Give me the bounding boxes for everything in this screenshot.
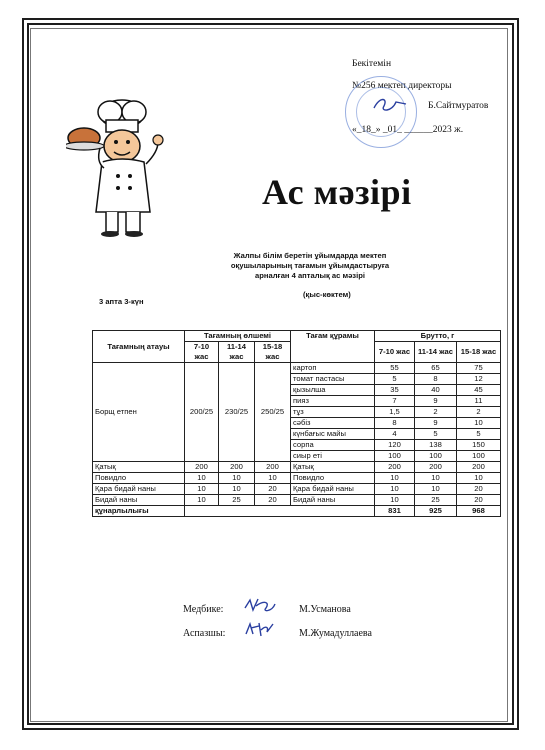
side-comp-cell: Бидай наны bbox=[291, 495, 375, 506]
ingredient-name-cell: картоп bbox=[291, 363, 375, 374]
header-composition: Тағам құрамы bbox=[291, 331, 375, 363]
ingredient-name-cell: күнбағыс майы bbox=[291, 429, 375, 440]
side-portion-cell: 200 bbox=[219, 462, 255, 473]
cook-signature bbox=[243, 620, 277, 640]
ingredient-value-cell: 5 bbox=[457, 429, 501, 440]
header-brutto-age-15-18: 15-18 жас bbox=[457, 342, 501, 363]
side-portion-cell: 10 bbox=[185, 473, 219, 484]
dish-portion-cell-15-18: 250/25 bbox=[255, 363, 291, 462]
ingredient-value-cell: 45 bbox=[457, 385, 501, 396]
ingredient-value-cell: 7 bbox=[375, 396, 415, 407]
table-row bbox=[93, 363, 501, 374]
footer-label-cell: құнарлылығы bbox=[93, 506, 185, 517]
director-signature bbox=[370, 94, 410, 116]
ingredient-value-cell: 2 bbox=[415, 407, 457, 418]
ingredient-value-cell: 100 bbox=[457, 451, 501, 462]
menu-table-body bbox=[93, 331, 501, 517]
ingredient-name-cell: тұз bbox=[291, 407, 375, 418]
dish-portion-cell-11-14: 230/25 bbox=[219, 363, 255, 462]
season-label: (қыс-көктем) bbox=[303, 290, 351, 299]
footer-total-cell: 831 bbox=[375, 506, 415, 517]
side-name-cell: Бидай наны bbox=[93, 495, 185, 506]
side-portion-cell: 200 bbox=[185, 462, 219, 473]
header-portion: Тағамның өлшемі bbox=[185, 331, 291, 342]
header-brutto-age-11-14: 11-14 жас bbox=[415, 342, 457, 363]
ingredient-value-cell: 100 bbox=[415, 451, 457, 462]
side-comp-cell: Қатық bbox=[291, 462, 375, 473]
ingredient-value-cell: 8 bbox=[415, 374, 457, 385]
ingredient-value-cell: 8 bbox=[375, 418, 415, 429]
dish-portion-cell-7-10: 200/25 bbox=[185, 363, 219, 462]
ingredient-value-cell: 12 bbox=[457, 374, 501, 385]
nurse-name: М.Усманова bbox=[299, 604, 351, 615]
subtitle bbox=[150, 251, 470, 281]
footer-empty-cell bbox=[185, 506, 375, 517]
table-header-row bbox=[93, 331, 501, 342]
ingredient-value-cell: 40 bbox=[415, 385, 457, 396]
ingredient-value-cell: 11 bbox=[457, 396, 501, 407]
ingredient-value-cell: 9 bbox=[415, 396, 457, 407]
ingredient-value-cell: 138 bbox=[415, 440, 457, 451]
side-portion-cell: 10 bbox=[219, 473, 255, 484]
side-portion-cell: 200 bbox=[255, 462, 291, 473]
ingredient-value-cell: 120 bbox=[375, 440, 415, 451]
ingredient-value-cell: 100 bbox=[375, 451, 415, 462]
cook-role: Аспазшы: bbox=[183, 628, 226, 639]
ingredient-name-cell: томат пастасы bbox=[291, 374, 375, 385]
ingredient-value-cell: 2 bbox=[457, 407, 501, 418]
subtitle-line-3: арналған 4 апталық ас мәзірі bbox=[255, 271, 365, 280]
table-footer-row bbox=[93, 506, 501, 517]
ingredient-value-cell: 150 bbox=[457, 440, 501, 451]
table-row bbox=[93, 473, 501, 484]
side-portion-cell: 20 bbox=[255, 495, 291, 506]
dish-name-cell: Борщ етпен bbox=[93, 363, 185, 462]
approval-director-name: Б.Сайтмуратов bbox=[428, 101, 489, 111]
table-row bbox=[93, 484, 501, 495]
nurse-role: Медбике: bbox=[183, 604, 224, 615]
week-day-label: 3 апта 3-күн bbox=[99, 297, 144, 306]
side-value-cell: 10 bbox=[415, 473, 457, 484]
ingredient-value-cell: 4 bbox=[375, 429, 415, 440]
side-portion-cell: 10 bbox=[185, 495, 219, 506]
chef-illustration bbox=[66, 92, 176, 240]
side-value-cell: 10 bbox=[457, 473, 501, 484]
header-brutto-age-7-10: 7-10 жас bbox=[375, 342, 415, 363]
header-age-7-10: 7-10 жас bbox=[185, 342, 219, 363]
header-age-15-18: 15-18 жас bbox=[255, 342, 291, 363]
approval-line-2: №256 мектеп директоры bbox=[352, 81, 452, 91]
side-value-cell: 10 bbox=[415, 484, 457, 495]
side-comp-cell: Повидло bbox=[291, 473, 375, 484]
side-value-cell: 200 bbox=[415, 462, 457, 473]
side-portion-cell: 10 bbox=[255, 473, 291, 484]
ingredient-name-cell: сиыр еті bbox=[291, 451, 375, 462]
cook-name: М.Жумадуллаева bbox=[299, 628, 372, 639]
subtitle-line-1: Жалпы білім беретін ұйымдарда мектеп bbox=[233, 251, 387, 260]
side-portion-cell: 25 bbox=[219, 495, 255, 506]
subtitle-line-2: оқушыларының тағамын ұйымдастыруға bbox=[230, 261, 390, 270]
side-portion-cell: 10 bbox=[185, 484, 219, 495]
footer-total-cell: 925 bbox=[415, 506, 457, 517]
side-value-cell: 25 bbox=[415, 495, 457, 506]
ingredient-name-cell: қызылша bbox=[291, 385, 375, 396]
menu-table bbox=[92, 330, 501, 517]
nurse-signature bbox=[242, 596, 278, 616]
table-row bbox=[93, 462, 501, 473]
ingredient-value-cell: 9 bbox=[415, 418, 457, 429]
page-title: Ас мәзірі bbox=[262, 172, 412, 212]
side-value-cell: 200 bbox=[457, 462, 501, 473]
side-name-cell: Қатық bbox=[93, 462, 185, 473]
header-brutto: Брутто, г bbox=[375, 331, 501, 342]
footer-total-cell: 968 bbox=[457, 506, 501, 517]
approval-line-1: Бекітемін bbox=[352, 59, 392, 69]
side-value-cell: 20 bbox=[457, 484, 501, 495]
side-name-cell: Повидло bbox=[93, 473, 185, 484]
ingredient-value-cell: 55 bbox=[375, 363, 415, 374]
side-comp-cell: Қара бидай наны bbox=[291, 484, 375, 495]
ingredient-value-cell: 1,5 bbox=[375, 407, 415, 418]
ingredient-value-cell: 10 bbox=[457, 418, 501, 429]
side-name-cell: Қара бидай наны bbox=[93, 484, 185, 495]
side-value-cell: 10 bbox=[375, 495, 415, 506]
ingredient-value-cell: 5 bbox=[375, 374, 415, 385]
header-dish-name: Тағамның атауы bbox=[93, 331, 185, 363]
ingredient-name-cell: сорпа bbox=[291, 440, 375, 451]
ingredient-value-cell: 35 bbox=[375, 385, 415, 396]
ingredient-value-cell: 5 bbox=[415, 429, 457, 440]
table-row bbox=[93, 495, 501, 506]
header-age-11-14: 11-14 жас bbox=[219, 342, 255, 363]
ingredient-value-cell: 65 bbox=[415, 363, 457, 374]
approval-date: «_18_» _01_ ______2023 ж. bbox=[352, 125, 464, 135]
ingredient-name-cell: сәбіз bbox=[291, 418, 375, 429]
side-value-cell: 20 bbox=[457, 495, 501, 506]
side-value-cell: 10 bbox=[375, 473, 415, 484]
ingredient-value-cell: 75 bbox=[457, 363, 501, 374]
side-portion-cell: 10 bbox=[219, 484, 255, 495]
ingredient-name-cell: пияз bbox=[291, 396, 375, 407]
side-value-cell: 200 bbox=[375, 462, 415, 473]
side-portion-cell: 20 bbox=[255, 484, 291, 495]
side-value-cell: 10 bbox=[375, 484, 415, 495]
